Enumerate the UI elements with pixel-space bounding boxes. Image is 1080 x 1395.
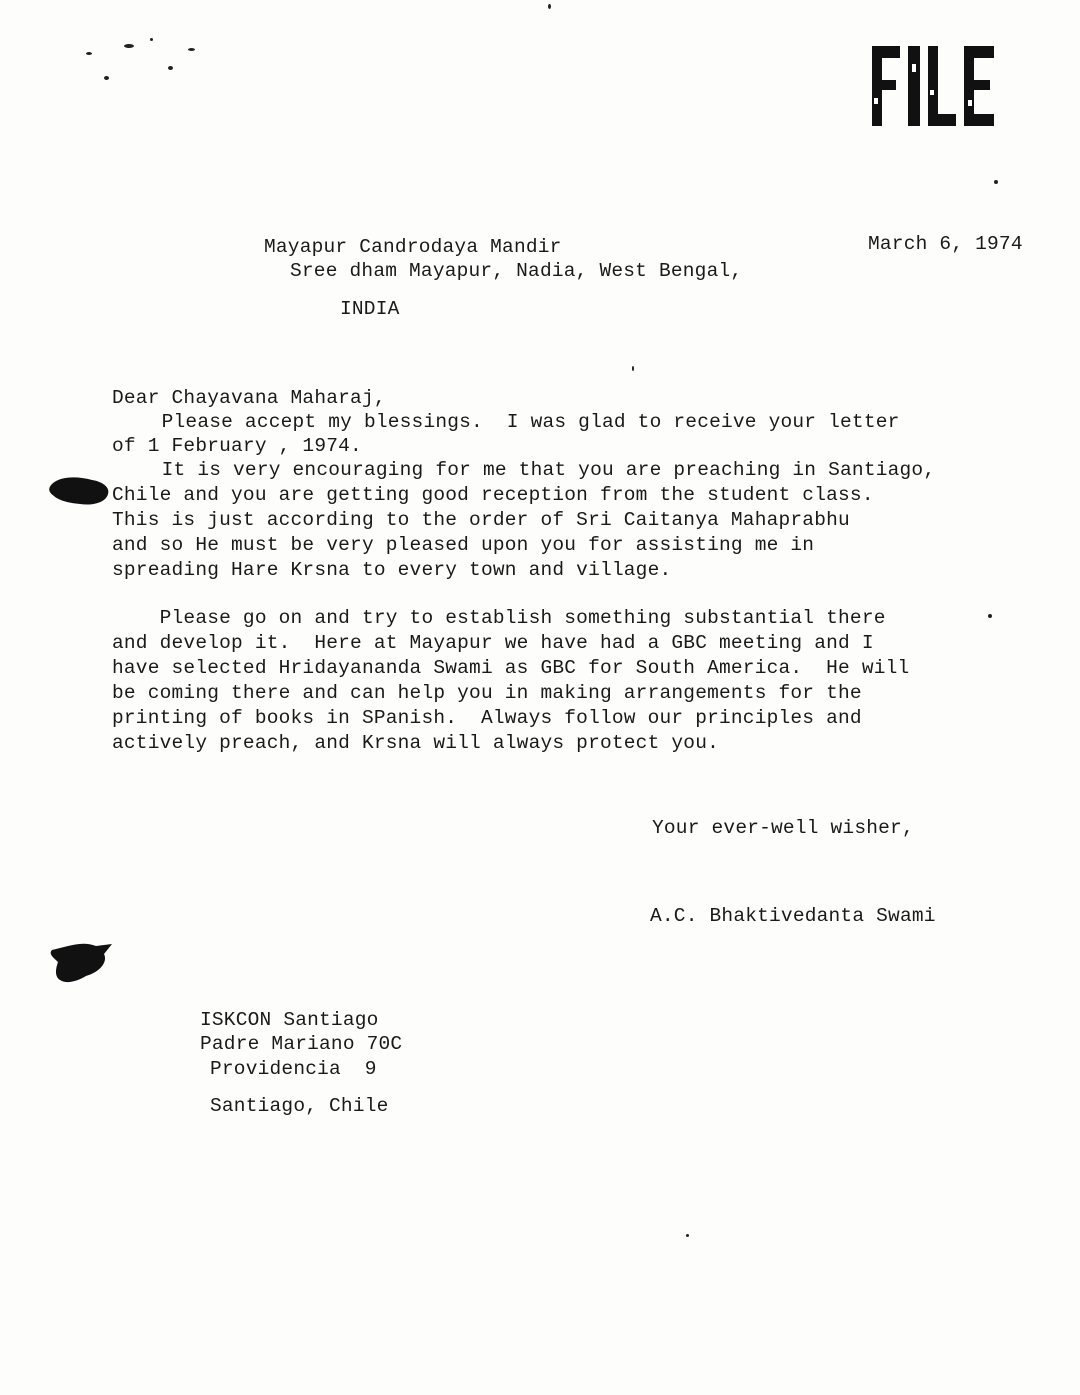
file-stamp: [868, 40, 1008, 130]
address-line-1: Mayapur Candrodaya Mandir: [264, 236, 562, 258]
recipient-line-3: Providencia 9: [210, 1058, 377, 1080]
body-line: This is just according to the order of Sri Caitanya Mahaprabhu: [112, 509, 850, 531]
letter-date: March 6, 1974: [868, 233, 1023, 255]
body-line: actively preach, and Krsna will always protect you.: [112, 732, 719, 754]
closing: Your ever-well wisher,: [652, 817, 914, 839]
body-line: and so He must be very pleased upon you for assisting me in: [112, 534, 815, 556]
ink-speck: [548, 4, 551, 9]
body-line: printing of books in SPanish. Always follow our principles and: [112, 707, 862, 729]
body-line: It is very encouraging for me that you are preaching in Santiago,: [114, 459, 936, 481]
recipient-line-4: Santiago, Chile: [210, 1095, 389, 1117]
ink-speck: [632, 366, 634, 371]
ink-speck: [104, 76, 109, 80]
recipient-line-2: Padre Mariano 70C: [200, 1033, 403, 1055]
recipient-line-1: ISKCON Santiago: [200, 1009, 379, 1031]
body-line: Chile and you are getting good reception from the student class.: [112, 484, 874, 506]
file-stamp-graphic: [868, 40, 1008, 130]
body-line: be coming there and can help you in making arrangements for the: [112, 682, 862, 704]
address-line-2: Sree dham Mayapur, Nadia, West Bengal,: [290, 260, 743, 282]
salutation: Dear Chayavana Maharaj,: [112, 387, 386, 409]
body-line: Please go on and try to establish something substantial there: [112, 607, 886, 629]
ink-speck: [86, 52, 92, 55]
body-line: spreading Hare Krsna to every town and village.: [112, 559, 672, 581]
ink-speck: [188, 48, 195, 51]
ink-blot: [46, 942, 118, 986]
ink-speck: [168, 66, 173, 70]
ink-blot: [48, 474, 114, 510]
address-country: INDIA: [340, 298, 400, 320]
ink-speck: [686, 1234, 689, 1237]
body-line: have selected Hridayananda Swami as GBC for South America. He will: [112, 657, 910, 679]
ink-speck: [150, 38, 153, 41]
body-line: and develop it. Here at Mayapur we have had a GBC meeting and I: [112, 632, 874, 654]
ink-speck: [988, 614, 992, 618]
body-line: of 1 February , 1974.: [112, 435, 362, 457]
signature: A.C. Bhaktivedanta Swami: [650, 905, 936, 927]
body-line: Please accept my blessings. I was glad to receive your letter: [114, 411, 900, 433]
ink-speck: [124, 44, 134, 48]
ink-speck: [994, 180, 998, 184]
